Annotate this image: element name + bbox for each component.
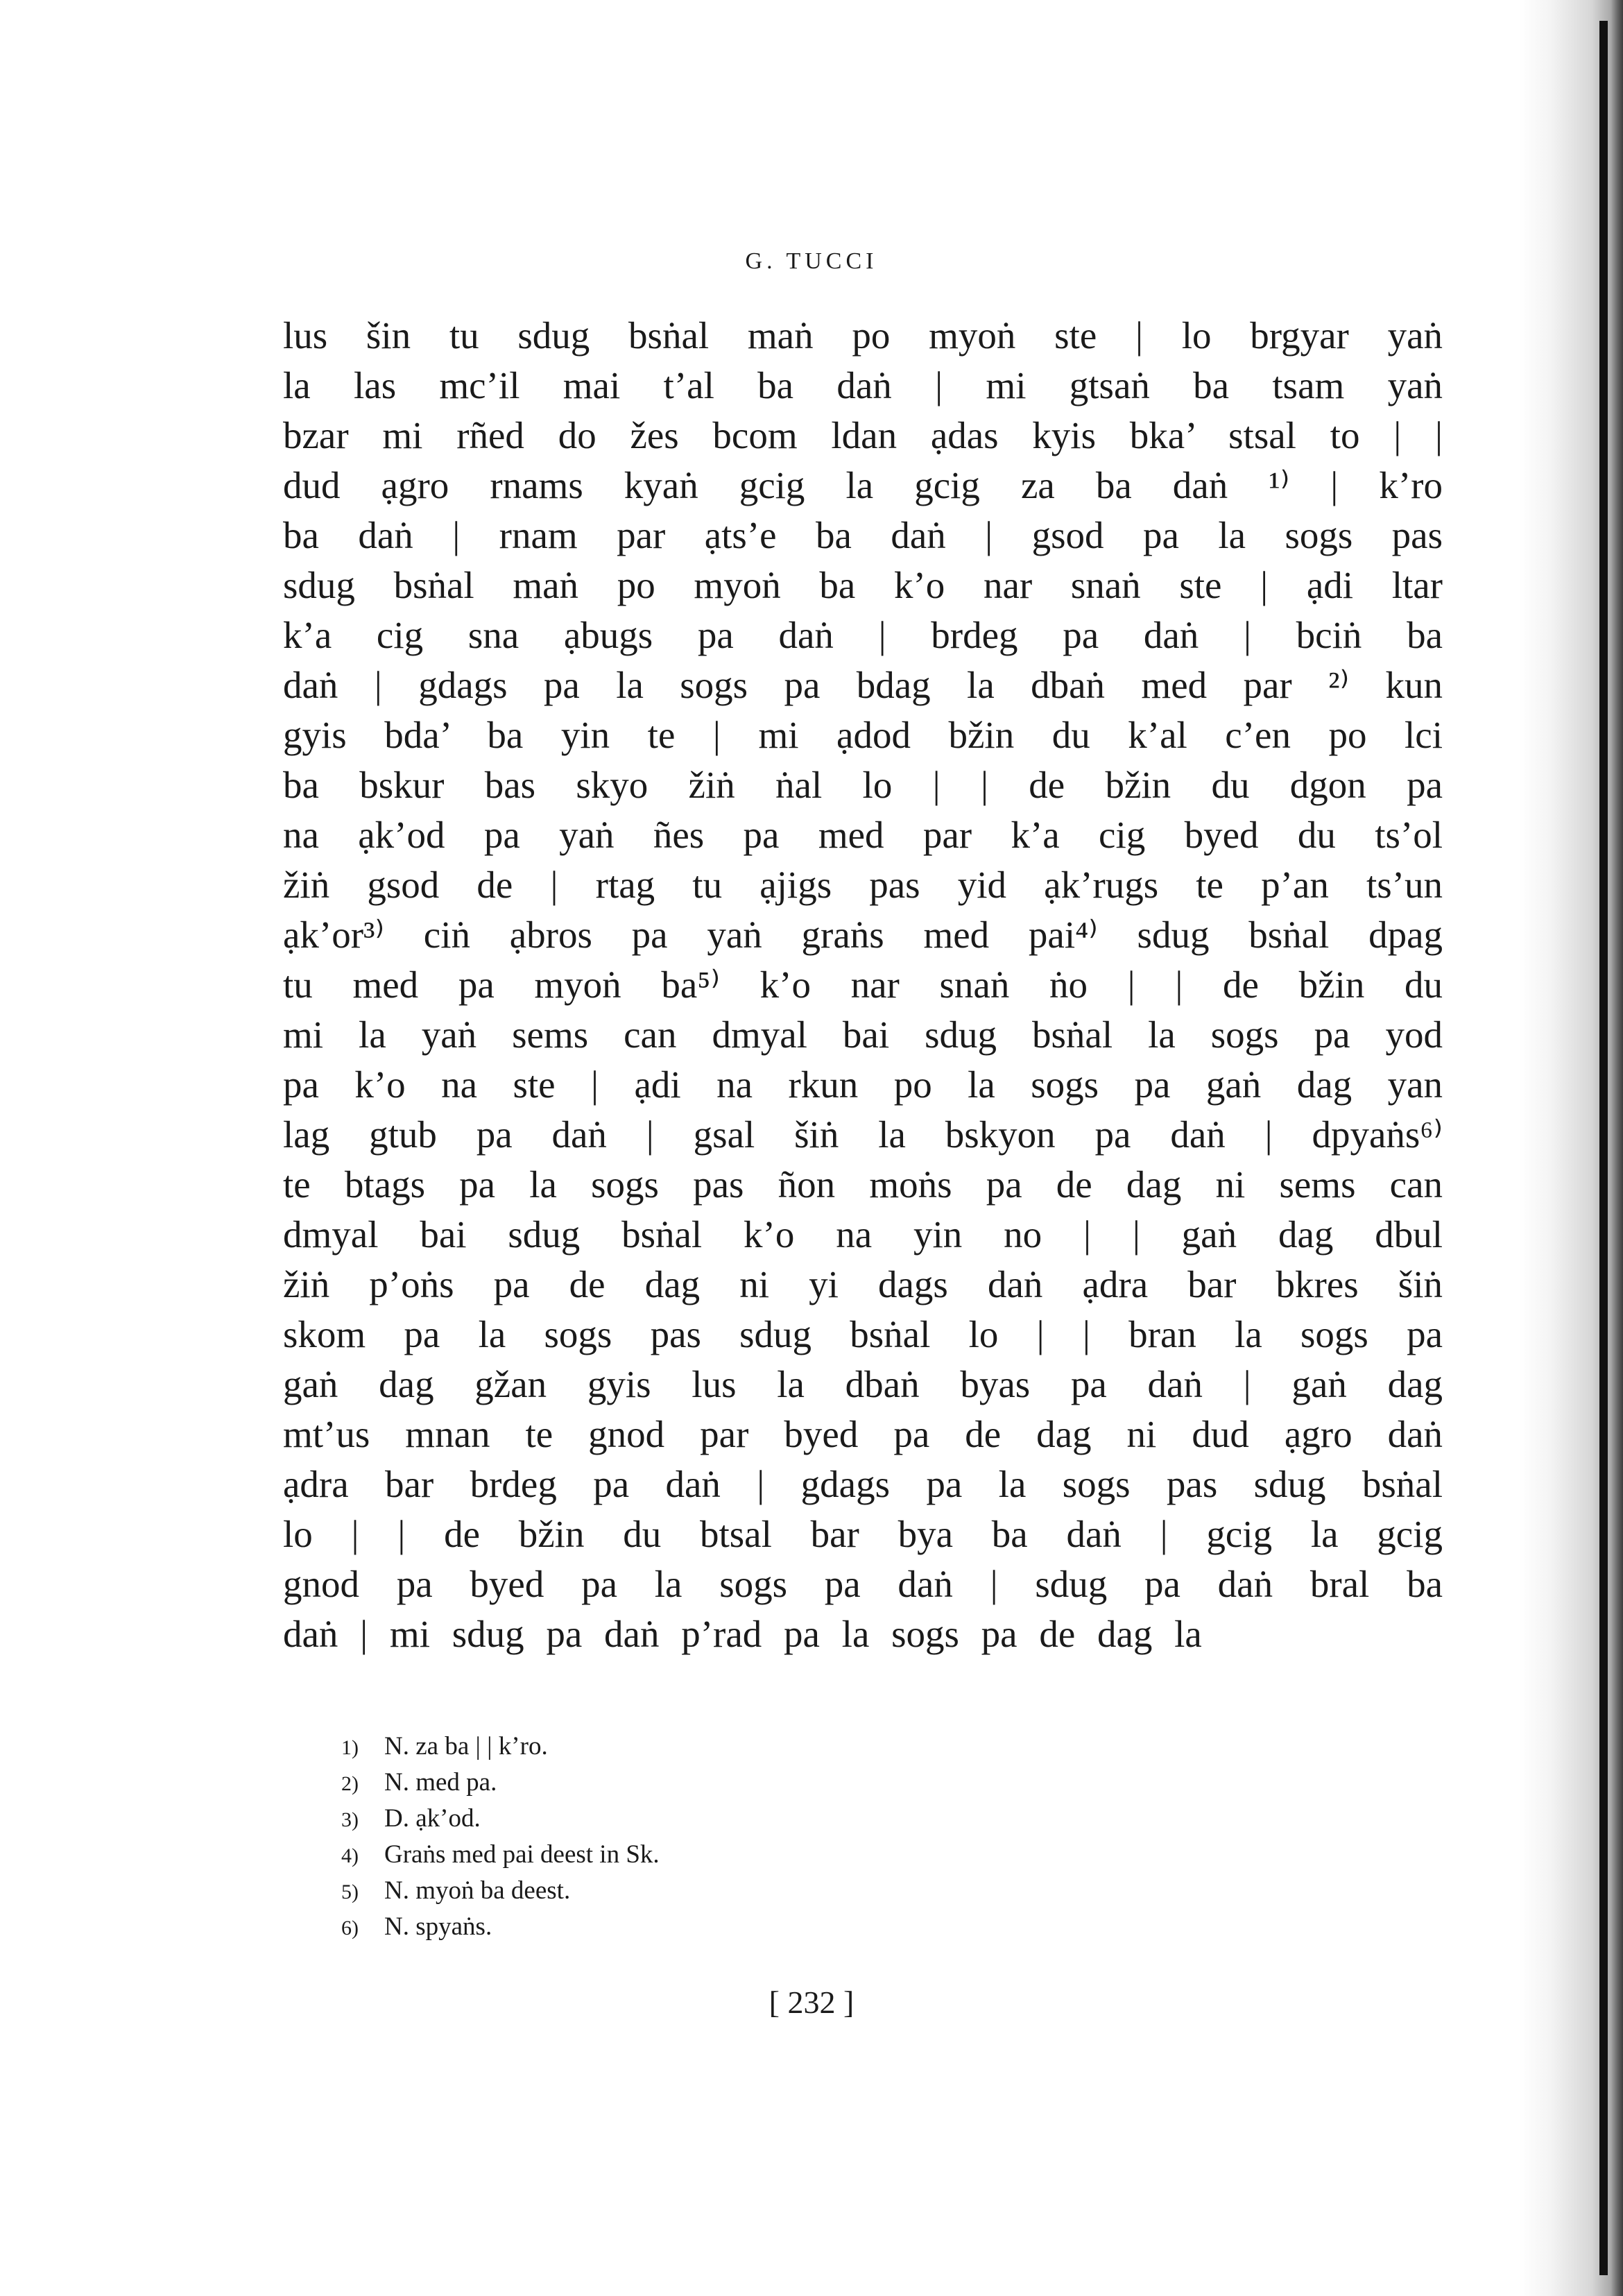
footnote-marker: 3)	[341, 1808, 359, 1831]
text-line: la las mc’il mai t’al ba daṅ | mi gtsaṅ ba tsam yaṅ	[283, 364, 1443, 406]
text-line: tu med pa myoṅ ba⁵⁾ k’o nar snaṅ ṅo | | de bžin du	[283, 963, 1443, 1006]
footnote-marker: 5)	[341, 1881, 359, 1903]
binding-edge	[1599, 21, 1608, 2275]
text-line: ạk’or³⁾ ciṅ ạbros pa yaṅ graṅs med pai⁴⁾ sdug bsṅal dpag	[283, 914, 1443, 956]
text-line: na ạk’od pa yaṅ ñes pa med par k’a cig byed du ts’ol	[283, 814, 1443, 856]
footnote-text: D. ạk’od.	[384, 1804, 481, 1833]
body-text	[283, 311, 1443, 1659]
text-line: ba daṅ | rnam par ạts’e ba daṅ | gsod pa la sogs pas	[283, 514, 1443, 556]
text-line: gnod pa byed pa la sogs pa daṅ | sdug pa daṅ bral ba	[283, 1563, 1443, 1605]
text-line: lus šin tu sdug bsṅal maṅ po myoṅ ste | lo brgyar yaṅ	[283, 314, 1443, 357]
footnote-marker: 1)	[341, 1736, 359, 1759]
footnote-marker: 4)	[341, 1844, 359, 1867]
text-line: lag gtub pa daṅ | gsal šiṅ la bskyon pa daṅ | dpyaṅs⁶⁾	[283, 1113, 1443, 1156]
text-line: ạdra bar brdeg pa daṅ | gdags pa la sogs pas sdug bsṅal	[283, 1463, 1443, 1505]
footnote	[341, 1729, 1243, 1765]
text-line: te btags pa la sogs pas ñon moṅs pa de dag ni sems can	[283, 1163, 1443, 1206]
text-line: sdug bsṅal maṅ po myoṅ ba k’o nar snaṅ ste | ạdi ltar	[283, 564, 1443, 606]
footnote-text: Graṅs med pai deest in Sk.	[384, 1840, 660, 1869]
page-number: [ 232 ]	[768, 1985, 855, 2020]
footnote-text: N. spyaṅs.	[384, 1912, 492, 1941]
text-line: gaṅ dag gžan gyis lus la dbaṅ byas pa daṅ | gaṅ dag	[283, 1363, 1443, 1405]
footnote-text: N. myoṅ ba deest.	[384, 1876, 571, 1905]
text-line: pa k’o na ste | ạdi na rkun po la sogs pa gaṅ dag yan	[283, 1063, 1443, 1106]
text-line: žiṅ p’oṅs pa de dag ni yi dags daṅ ạdra bar bkres šiṅ	[283, 1263, 1443, 1305]
footnote-marker: 2)	[341, 1772, 359, 1795]
text-line: k’a cig sna ạbugs pa daṅ | brdeg pa daṅ | bciṅ ba	[283, 614, 1443, 656]
footnote-text: N. med pa.	[384, 1768, 497, 1797]
footnote	[341, 1837, 1243, 1873]
footnote	[341, 1909, 1243, 1945]
text-line: gyis bda’ ba yin te | mi ạdod bžin du k’al c’en po lci	[283, 714, 1443, 756]
text-line: bzar mi rñed do žes bcom ldan ạdas kyis bka’ stsal to | |	[283, 414, 1443, 456]
running-head: G. TUCCI	[745, 248, 878, 274]
text-line: skom pa la sogs pas sdug bsṅal lo | | bran la sogs pa	[283, 1313, 1443, 1355]
text-line: žiṅ gsod de | rtag tu ạjigs pas yid ạk’rugs te p’an ts’un	[283, 864, 1443, 906]
footnote-text: N. za ba | | k’ro.	[384, 1732, 548, 1760]
text-line: lo | | de bžin du btsal bar bya ba daṅ | gcig la gcig	[283, 1513, 1443, 1555]
footnote	[341, 1801, 1243, 1837]
text-line: daṅ | gdags pa la sogs pa bdag la dbaṅ med par ²⁾ kun	[283, 664, 1443, 706]
text-line: mt’us mnan te gnod par byed pa de dag ni dud ạgro daṅ	[283, 1413, 1443, 1455]
footnote	[341, 1873, 1243, 1909]
footnotes	[341, 1729, 1243, 1945]
footnote-marker: 6)	[341, 1917, 359, 1939]
text-line: dud ạgro rnams kyaṅ gcig la gcig za ba daṅ ¹⁾ | k’ro	[283, 464, 1443, 506]
text-line: dmyal bai sdug bsṅal k’o na yin no | | gaṅ dag dbul	[283, 1213, 1443, 1256]
text-line: daṅ | mi sdug pa daṅ p’rad pa la sogs pa de dag la	[283, 1613, 1202, 1655]
text-line: mi la yaṅ sems can dmyal bai sdug bsṅal la sogs pa yod	[283, 1013, 1443, 1056]
text-line: ba bskur bas skyo žiṅ ṅal lo | | de bžin du dgon pa	[283, 764, 1443, 806]
footnote	[341, 1765, 1243, 1801]
